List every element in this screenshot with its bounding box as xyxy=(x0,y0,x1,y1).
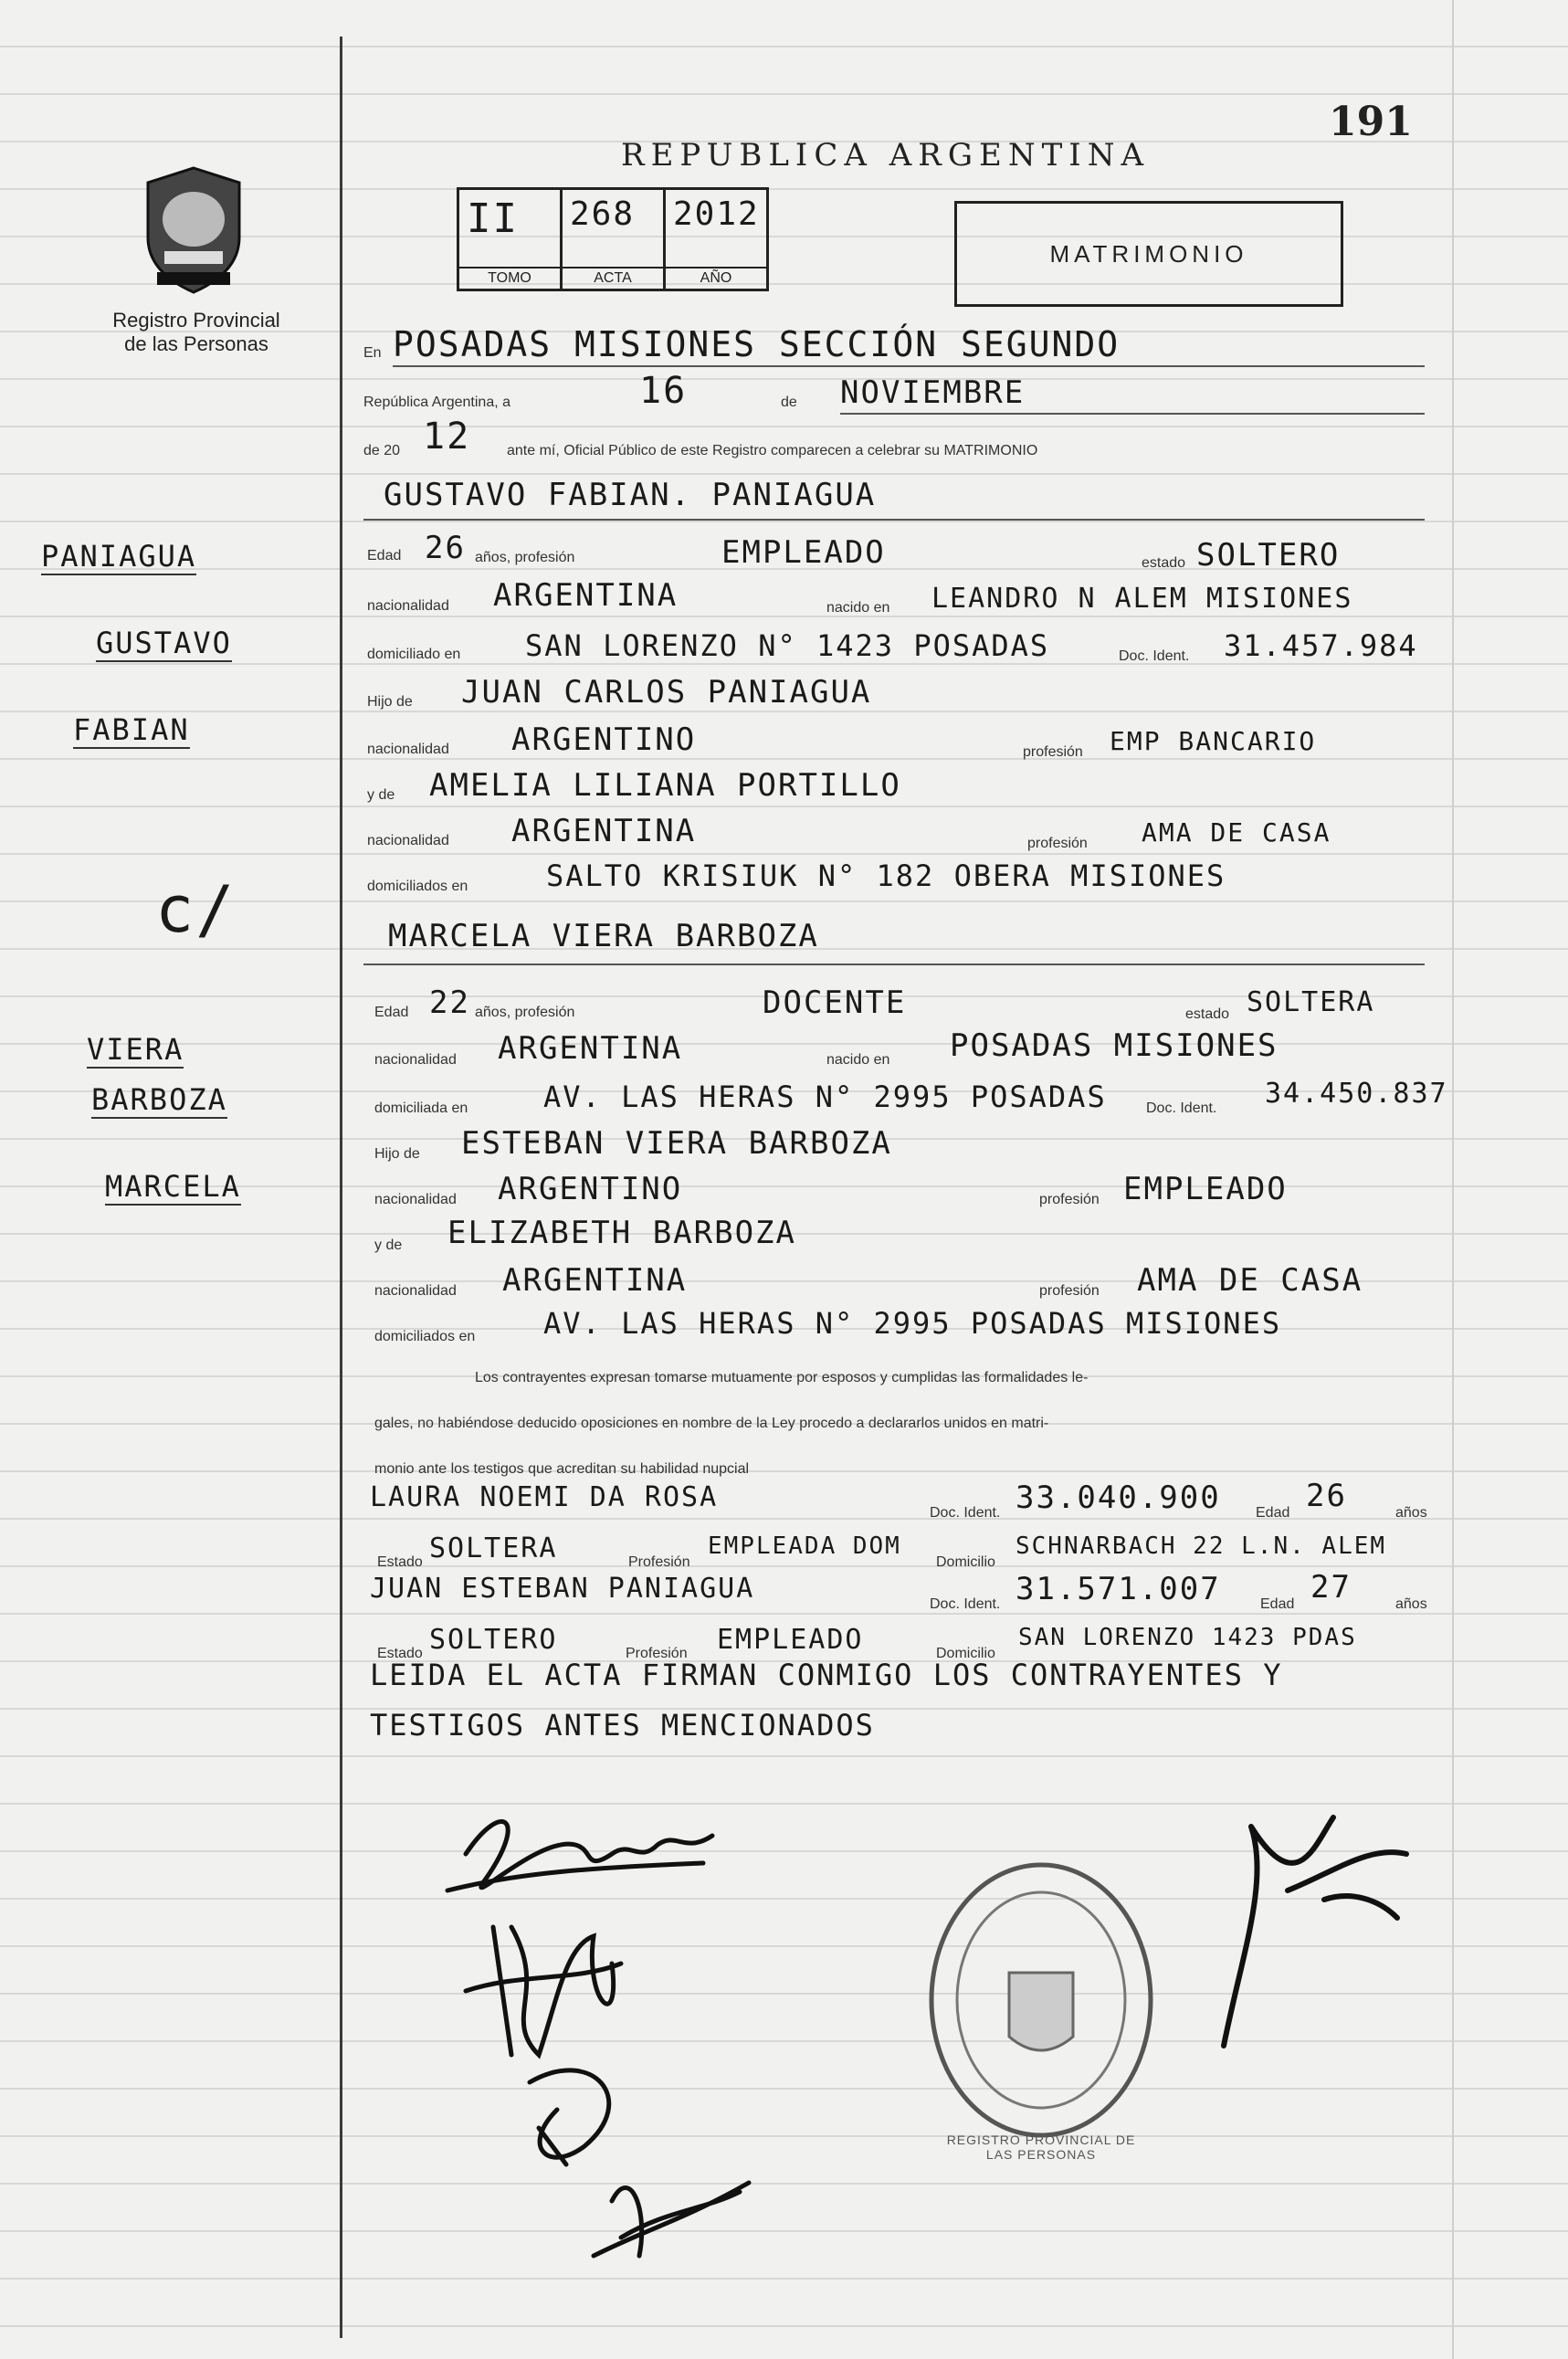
margin-name-groom-1: GUSTAVO xyxy=(96,626,232,660)
body-line-2: gales, no habiéndose deducido oposiciones en nombre de la Ley procedo a declararlos unidos en matri- xyxy=(374,1416,1049,1431)
label-profesion: profesión xyxy=(1023,744,1083,760)
bride-name: MARCELA VIERA BARBOZA xyxy=(388,918,819,954)
witness2-profesion: EMPLEADO xyxy=(717,1624,864,1656)
label-edad: Edad xyxy=(1256,1505,1290,1521)
label-profesion: Profesión xyxy=(628,1554,690,1570)
anio-label: AÑO xyxy=(666,267,766,289)
bride-profesion: DOCENTE xyxy=(763,985,907,1021)
label-anos-profesion: años, profesión xyxy=(475,1005,575,1020)
bride-padre-profesion: EMPLEADO xyxy=(1123,1171,1288,1207)
issuer-line2: de las Personas xyxy=(124,332,268,355)
witness1-estado: SOLTERA xyxy=(429,1532,558,1564)
witness1-profesion: EMPLEADA DOM xyxy=(708,1532,901,1560)
bride-madre: ELIZABETH BARBOZA xyxy=(447,1215,796,1251)
en-label: En xyxy=(363,345,382,361)
bride-estado: SOLTERA xyxy=(1247,986,1375,1018)
label-nacido-en: nacido en xyxy=(826,1052,890,1068)
groom-estado: SOLTERO xyxy=(1196,537,1341,574)
signature-witness-1 xyxy=(530,2070,609,2164)
witness1-domicilio: SCHNARBACH 22 L.N. ALEM xyxy=(1016,1532,1387,1560)
year-prefix: de 20 xyxy=(363,443,401,458)
label-profesion: profesión xyxy=(1027,836,1088,851)
label-edad: Edad xyxy=(1260,1596,1295,1612)
label-nacionalidad: nacionalidad xyxy=(367,833,449,848)
margin-surname-groom: PANIAGUA xyxy=(41,539,197,574)
groom-name: GUSTAVO FABIAN. PANIAGUA xyxy=(384,477,877,513)
intro-text: ante mí, Oficial Público de este Registro comparecen a celebrar su MATRIMONIO xyxy=(507,443,1038,458)
page-number: 191 xyxy=(1329,99,1413,145)
bride-domicilio: AV. LAS HERAS N° 2995 POSADAS xyxy=(543,1079,1107,1114)
margin-rule xyxy=(340,37,342,2338)
bride-doc: 34.450.837 xyxy=(1265,1078,1448,1110)
groom-madre: AMELIA LILIANA PORTILLO xyxy=(429,767,901,804)
witness1-name: LAURA NOEMI DA ROSA xyxy=(370,1481,719,1513)
tomo-label: TOMO xyxy=(459,267,560,289)
groom-profesion: EMPLEADO xyxy=(721,534,886,571)
label-domicilio: Domicilio xyxy=(936,1554,995,1570)
section-rule xyxy=(363,964,1425,965)
groom-nacionalidad: ARGENTINA xyxy=(493,577,679,614)
label-doc-ident: Doc. Ident. xyxy=(930,1596,1001,1612)
label-domiciliados-en: domiciliados en xyxy=(374,1329,476,1344)
label-profesion: profesión xyxy=(1039,1192,1100,1207)
place: POSADAS MISIONES SECCIÓN SEGUNDO xyxy=(393,324,1121,364)
republica-label: República Argentina, a xyxy=(363,395,510,410)
witness2-edad: 27 xyxy=(1310,1569,1352,1606)
label-domiciliados-en: domiciliados en xyxy=(367,879,468,894)
groom-edad: 26 xyxy=(425,530,466,566)
label-nacionalidad: nacionalidad xyxy=(374,1052,457,1068)
witness1-edad: 26 xyxy=(1306,1478,1347,1514)
label-nacionalidad: nacionalidad xyxy=(374,1283,457,1299)
margin-conjunction: c/ xyxy=(155,872,237,947)
acta-label: ACTA xyxy=(563,267,663,289)
label-estado: estado xyxy=(1142,555,1186,571)
bride-madre-nacionalidad: ARGENTINA xyxy=(502,1262,688,1299)
groom-madre-profesion: AMA DE CASA xyxy=(1142,817,1331,848)
acta-value: 268 xyxy=(570,195,636,233)
witness2-doc: 31.571.007 xyxy=(1016,1571,1221,1607)
acta-cell xyxy=(563,190,666,289)
groom-padre: JUAN CARLOS PANIAGUA xyxy=(461,674,872,711)
signature-groom xyxy=(447,1821,712,1890)
label-anos-profesion: años, profesión xyxy=(475,550,575,565)
label-profesion: Profesión xyxy=(626,1646,688,1661)
bride-nacido-en: POSADAS MISIONES xyxy=(950,1027,1279,1064)
margin-surname-bride-1: VIERA xyxy=(87,1032,184,1067)
label-hijo-de: Hijo de xyxy=(367,694,413,710)
bride-padre-nacionalidad: ARGENTINO xyxy=(498,1171,683,1207)
label-estado: Estado xyxy=(377,1646,423,1661)
label-anos: años xyxy=(1395,1505,1427,1521)
bride-madre-profesion: AMA DE CASA xyxy=(1137,1262,1363,1299)
de-label: de xyxy=(781,395,797,410)
witness1-doc: 33.040.900 xyxy=(1016,1480,1221,1516)
groom-domicilio: SAN LORENZO N° 1423 POSADAS xyxy=(525,628,1050,663)
label-nacido-en: nacido en xyxy=(826,600,890,616)
label-edad: Edad xyxy=(367,548,402,563)
label-domiciliado-en: domiciliado en xyxy=(367,647,461,662)
body-line-1: Los contrayentes expresan tomarse mutuamente por esposos y cumplidas las formalidades le- xyxy=(475,1370,1089,1385)
label-domiciliada-en: domiciliada en xyxy=(374,1101,468,1116)
label-nacionalidad: nacionalidad xyxy=(367,742,449,757)
label-estado: estado xyxy=(1185,1006,1230,1022)
label-profesion: profesión xyxy=(1039,1283,1100,1299)
groom-domicilio-padres: SALTO KRISIUK N° 182 OBERA MISIONES xyxy=(546,858,1226,893)
witness2-estado: SOLTERO xyxy=(429,1624,558,1656)
day: 16 xyxy=(639,370,688,412)
seal-text: REGISTRO PROVINCIAL DE LAS PERSONAS xyxy=(946,2133,1136,2162)
signatures xyxy=(411,1781,758,2292)
label-doc-ident: Doc. Ident. xyxy=(930,1505,1001,1521)
signature-official xyxy=(1187,1790,1425,2064)
bride-nacionalidad: ARGENTINA xyxy=(498,1030,683,1067)
label-doc-ident: Doc. Ident. xyxy=(1119,648,1190,664)
label-doc-ident: Doc. Ident. xyxy=(1146,1101,1217,1116)
margin-name-groom-2: FABIAN xyxy=(73,712,190,747)
groom-madre-nacionalidad: ARGENTINA xyxy=(511,813,697,849)
anio-cell xyxy=(666,190,766,289)
body-line-3: monio ante los testigos que acreditan su habilidad nupcial xyxy=(374,1461,750,1477)
closing-line-1: LEIDA EL ACTA FIRMAN CONMIGO LOS CONTRAYENTES Y xyxy=(370,1658,1283,1692)
bride-domicilio-padres: AV. LAS HERAS N° 2995 POSADAS MISIONES xyxy=(543,1306,1282,1341)
label-edad: Edad xyxy=(374,1005,409,1020)
tomo-value: II xyxy=(467,195,519,242)
label-estado: Estado xyxy=(377,1554,423,1570)
bride-padre: ESTEBAN VIERA BARBOZA xyxy=(461,1125,892,1162)
groom-nacido-en: LEANDRO N ALEM MISIONES xyxy=(931,583,1353,615)
label-anos: años xyxy=(1395,1596,1427,1612)
signature-witness-2 xyxy=(594,2183,749,2256)
bride-edad: 22 xyxy=(429,985,470,1021)
signature-bride xyxy=(466,1927,621,2055)
groom-doc: 31.457.984 xyxy=(1224,628,1418,663)
closing-line-2: TESTIGOS ANTES MENCIONADOS xyxy=(370,1708,875,1743)
underline xyxy=(393,365,1425,367)
margin-name-bride: MARCELA xyxy=(105,1169,241,1204)
anio-value: 2012 xyxy=(673,195,760,233)
label-y-de: y de xyxy=(367,787,395,803)
groom-padre-nacionalidad: ARGENTINO xyxy=(511,721,697,758)
official-seal xyxy=(922,1854,1160,2146)
year-suffix: 12 xyxy=(423,416,471,458)
coat-of-arms-logo xyxy=(137,164,251,297)
document-type: MATRIMONIO xyxy=(954,201,1343,307)
section-rule xyxy=(363,519,1425,521)
label-nacionalidad: nacionalidad xyxy=(374,1192,457,1207)
issuer xyxy=(91,309,301,356)
margin-surname-bride-2: BARBOZA xyxy=(91,1082,227,1117)
groom-padre-profesion: EMP BANCARIO xyxy=(1110,726,1317,756)
witness2-domicilio: SAN LORENZO 1423 PDAS xyxy=(1018,1624,1357,1651)
label-hijo-de: Hijo de xyxy=(374,1146,420,1162)
tomo-cell xyxy=(459,190,563,289)
country-title: REPUBLICA ARGENTINA xyxy=(621,137,1151,174)
label-nacionalidad: nacionalidad xyxy=(367,598,449,614)
issuer-line1: Registro Provincial xyxy=(112,309,280,332)
right-rule xyxy=(1452,0,1454,2359)
label-y-de: y de xyxy=(374,1237,403,1253)
registry-table xyxy=(457,187,769,291)
label-domicilio: Domicilio xyxy=(936,1646,995,1661)
witness2-name: JUAN ESTEBAN PANIAGUA xyxy=(370,1573,755,1605)
underline xyxy=(840,413,1425,415)
month: NOVIEMBRE xyxy=(840,374,1026,411)
